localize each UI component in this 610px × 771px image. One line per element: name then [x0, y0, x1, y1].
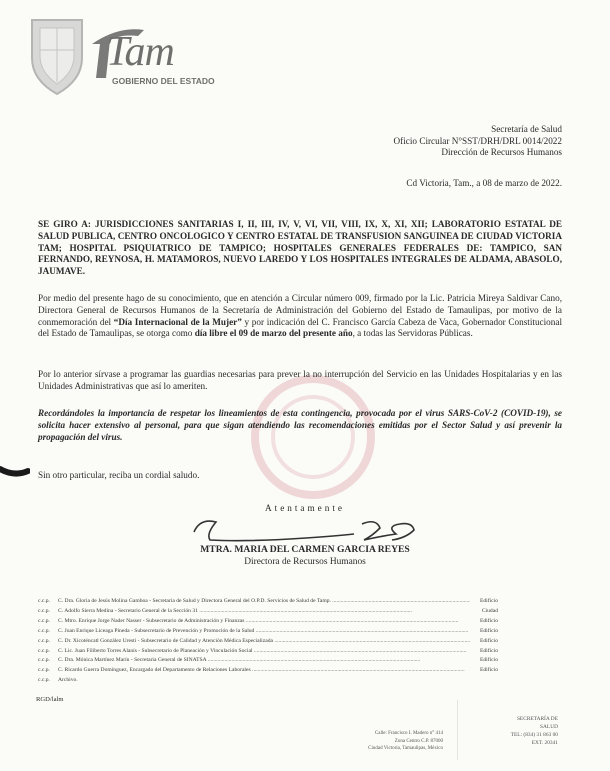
ccp-prefix: c.c.p. — [38, 657, 50, 664]
signatory-position: Directora de Recursos Humanos — [244, 557, 366, 567]
footer-dept-phone: TEL: (834) 31 863 00 — [510, 732, 558, 738]
ccp-row — [38, 607, 498, 617]
ccp-row — [38, 656, 498, 666]
footer-address-zone: Zona Centro C.P. 87000 — [394, 738, 443, 744]
ccp-location: Edificio — [479, 667, 498, 674]
ccp-row — [38, 637, 498, 647]
footer-address — [300, 730, 443, 753]
ccp-recipient: C. Dr. Xicoténcatl González Uresti - Subsecretario de Calidad y Atención Médica Especializada ..... — [58, 637, 470, 647]
ccp-recipient: C. Lic. Juan Filiberto Torres Alanís - Subsecretario de Planeación y Vinculación Social ..... — [58, 647, 470, 657]
header-oficio-number: Oficio Circular N°SST/DRH/DRL 0014/2022 — [393, 135, 562, 146]
paragraph-guards: Por lo anterior sírvase a programar las guardias necesarias para prever la no interrupción del Servicio en las Unidades Hospitalarias y en las Unidades Administrativas que así lo ameriten. — [38, 369, 562, 391]
paragraph-main-part-c: y por indicación del C. Francisco García Cabeza de Vaca, Gobernador Constitucional del Estado de Tamaulipas, se otorga como — [38, 316, 563, 339]
author-initials: RGD/lalm — [36, 696, 64, 703]
footer-dept-ext: EXT. 20341 — [531, 740, 558, 746]
paragraph-main-part-e: , a todas las Servidoras Públicas. — [352, 328, 473, 339]
ccp-location: Edificio — [479, 627, 498, 634]
ccp-row — [38, 666, 498, 676]
signatory-name: MTRA. MARIA DEL CARMEN GARCIA REYES — [200, 544, 410, 555]
handwritten-signature — [186, 512, 436, 548]
footer-department — [486, 715, 558, 747]
ccp-location: Ciudad — [481, 607, 498, 614]
government-logo — [26, 14, 216, 100]
ccp-row — [38, 647, 498, 657]
ccp-location: Edificio — [479, 637, 498, 644]
paragraph-main — [38, 293, 562, 340]
closing-atentamente: Atentamente — [265, 503, 345, 513]
paragraph-main-free-day: día libre el 09 de marzo del presente año — [194, 328, 353, 339]
document-date: Cd Victoria, Tam., a 08 de marzo de 2022. — [406, 178, 562, 188]
ccp-location: Edificio — [479, 647, 498, 654]
header-secretaria: Secretaría de Salud — [491, 124, 562, 134]
logo-brand: Tam — [106, 29, 174, 75]
footer-dept-line2: SALUD — [540, 724, 558, 730]
footer-address-street: Calle: Francisco I. Madero n° 414 — [374, 731, 443, 736]
ccp-row — [38, 597, 498, 607]
ccp-recipient: C. Ricardo Guerra Domínguez, Encargado del Departamento de Relaciones Laborales ..... — [58, 666, 470, 676]
ccp-row — [38, 617, 498, 627]
ccp-prefix: c.c.p. — [38, 627, 50, 634]
ccp-recipient: C. Adolfo Sierra Medina - Secretario General de la Sección 31 ..... — [58, 607, 470, 617]
ccp-prefix: c.c.p. — [38, 617, 50, 624]
addressee-block: SE GIRO A: JURISDICCIONES SANITARIAS I, II, III, IV, V, VI, VII, VIII, IX, X, XI, XII; LABORATORIO ESTATAL DE SALUD PUBLICA, CENTRO ONCOLOGICO Y CENTRO ESTATAL DE TRANSFUSION SANGUINEA DE CIUDAD VICTORIA TAM; HOSPITAL PSIQUIATRICO DE TAMPICO; HOSPITALES GENERALES FEDERALES DE: TAMPICO, SAN FERNANDO, REYNOSA, H. MATAMOROS, NUEVO LAREDO Y LOS HOSPITALES INTEGRALES DE ALDAMA, ABASOLO, JAUMAVE. — [38, 219, 562, 277]
ccp-location: Edificio — [479, 657, 498, 664]
ccp-list — [38, 597, 498, 686]
document-header — [394, 124, 562, 159]
ccp-prefix: c.c.p. — [38, 667, 50, 674]
footer-address-city: Ciudad Victoria, Tamaulipas, México — [368, 746, 443, 752]
ccp-prefix: c.c.p. — [38, 677, 50, 684]
ccp-recipient: C. Mtro. Enrique Jorge Nader Nasser - Subsecretario de Administración y Finanzas ..... — [58, 617, 470, 627]
paragraph-main-part-a: Por medio del presente hago de su conocimiento, que en atención a Circular número 009, firmado por la Lic. Patricia Mireya Saldivar Cano, Directora General de Recursos Humanos de la Secretaría de Administración del Gobierno del Estado de Tamaulipas, por motivo de la conmemoración del — [38, 293, 562, 327]
ccp-prefix: c.c.p. — [38, 637, 50, 644]
ccp-row-archivo — [38, 676, 498, 686]
logo-subtitle: GOBIERNO DEL ESTADO — [112, 76, 215, 86]
ccp-prefix: c.c.p. — [38, 607, 50, 614]
paragraph-covid: Recordándoles la importancia de respetar los lineamientos de esta contingencia, provocada por el virus SARS-CoV-2 (COVID-19), se solicita hacer extensivo al personal, para que sigan atendiendo las recomendaciones emitidas por el Sector Salud y así prevenir la propagación del virus. — [38, 408, 562, 442]
scan-mark — [0, 455, 30, 483]
ccp-recipient: C. Dra. Mónica Martínez Marín - Secretaria General de SINATSA ..... — [58, 656, 470, 666]
ccp-location: Edificio — [479, 598, 498, 604]
ccp-location: Edificio — [479, 617, 498, 624]
ccp-prefix: c.c.p. — [38, 647, 50, 654]
footer-dept-line1: SECRETARÍA DE — [516, 716, 558, 722]
ccp-prefix: c.c.p. — [38, 598, 50, 604]
ccp-recipient: C. Dra. Gloria de Jesús Molina Gamboa - Secretaria de Salud y Directora General del O.P.D. Servicios de Salud de Tamp. ..... — [58, 597, 470, 607]
paragraph-closing: Sin otro particular, reciba un cordial saludo. — [38, 470, 200, 480]
header-direccion: Dirección de Recursos Humanos — [441, 147, 562, 158]
ccp-recipient: Archivo. — [58, 677, 78, 684]
ccp-row — [38, 627, 498, 637]
footer-divider — [457, 700, 458, 760]
ccp-recipient: C. Juan Enrique Liceaga Pineda - Subsecretario de Prevención y Promoción de la Salud ..... — [58, 627, 470, 637]
paragraph-main-holiday-name: “Día Internacional de la Mujer” — [113, 316, 242, 327]
